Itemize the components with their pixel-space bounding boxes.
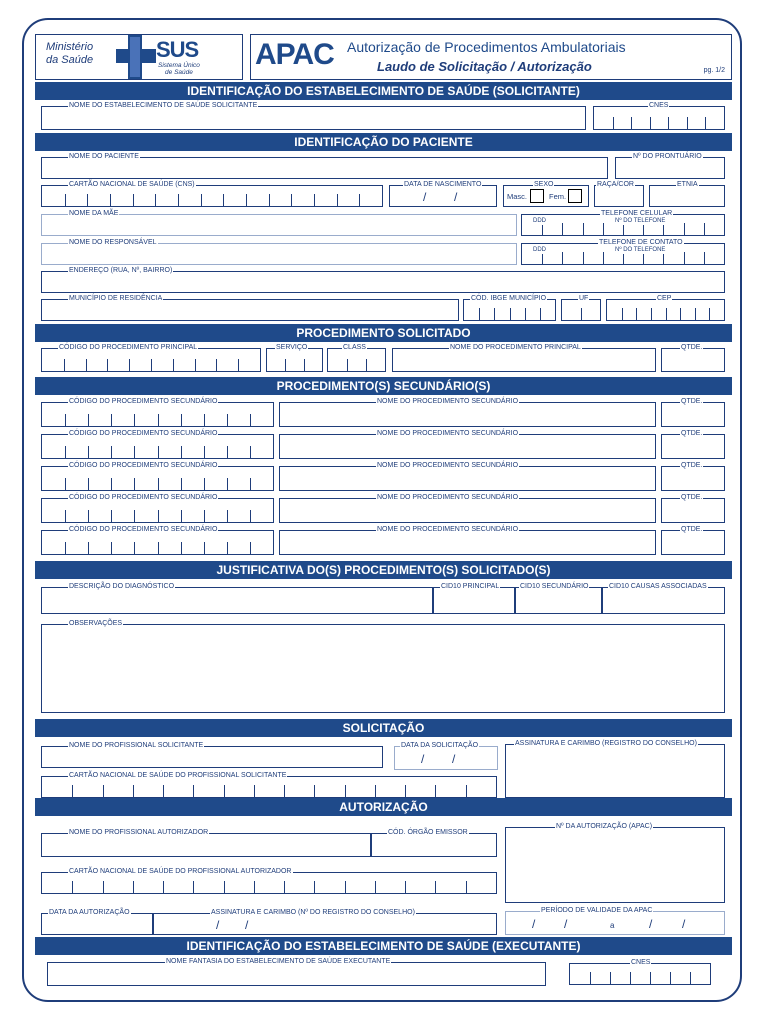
- digit-divider: [631, 117, 632, 129]
- nome-fantasia-label: NOME FANTASIA DO ESTABELECIMENTO DE SAÚDE EXECUTANTE: [166, 958, 391, 965]
- digit-divider: [630, 972, 631, 984]
- digit-divider: [254, 785, 255, 797]
- apac-full-title: Autorização de Procedimentos Ambulatoriais: [347, 39, 626, 55]
- fem-label: Fem.: [549, 192, 567, 201]
- digit-divider: [223, 194, 224, 206]
- digit-divider: [704, 252, 705, 264]
- ministry-logo: [35, 34, 243, 80]
- validade-field[interactable]: / / a / /: [505, 911, 725, 935]
- digit-divider: [224, 881, 225, 893]
- section-procedimento: PROCEDIMENTO SOLICITADO: [35, 324, 732, 342]
- masc-checkbox[interactable]: [530, 189, 544, 203]
- cod-secundario-label: CÓDIGO DO PROCEDIMENTO SECUNDÁRIO: [69, 430, 218, 437]
- digit-divider: [133, 194, 134, 206]
- assinatura-autorizador-field[interactable]: / /: [153, 913, 497, 935]
- digit-divider: [193, 881, 194, 893]
- sexo-label: SEXO: [534, 181, 554, 188]
- digit-divider: [163, 881, 164, 893]
- digit-divider: [65, 542, 66, 554]
- nome-responsavel-label: NOME DO RESPONSÁVEL: [69, 239, 157, 246]
- digit-divider: [86, 359, 87, 371]
- nome-principal-label: NOME DO PROCEDIMENTO PRINCIPAL: [450, 344, 581, 351]
- cnes-executante-label: CNES: [631, 959, 651, 966]
- digit-divider: [238, 359, 239, 371]
- apac-subtitle: Laudo de Solicitação / Autorização: [377, 59, 592, 74]
- digit-divider: [670, 972, 671, 984]
- prof-solicitante-label: NOME DO PROFISSIONAL SOLICITANTE: [69, 742, 204, 749]
- digit-divider: [65, 194, 66, 206]
- nome-mae-label: NOME DA MÃE: [69, 210, 119, 217]
- digit-divider: [181, 510, 182, 522]
- digit-divider: [65, 446, 66, 458]
- digit-divider: [562, 252, 563, 264]
- qtde-secundario-label: QTDE.: [681, 430, 703, 437]
- digit-divider: [651, 308, 652, 320]
- cid-principal-field[interactable]: [433, 587, 515, 614]
- digit-divider: [366, 359, 367, 371]
- digit-divider: [603, 252, 604, 264]
- nascimento-field[interactable]: / /: [389, 185, 497, 207]
- digit-divider: [181, 414, 182, 426]
- digit-divider: [622, 308, 623, 320]
- digit-divider: [347, 359, 348, 371]
- digit-divider: [337, 194, 338, 206]
- assinatura-autorizador-label: ASSINATURA E CARIMBO (Nº DO REGISTRO DO CONSELHO): [211, 909, 415, 916]
- digit-divider: [103, 785, 104, 797]
- cns-paciente-label: CARTÃO NACIONAL DE SAÚDE (CNS): [69, 181, 195, 188]
- digit-divider: [603, 223, 604, 235]
- digit-divider: [510, 308, 511, 320]
- digit-divider: [111, 542, 112, 554]
- digit-divider: [158, 478, 159, 490]
- digit-divider: [284, 881, 285, 893]
- digit-divider: [704, 223, 705, 235]
- digit-divider: [250, 542, 251, 554]
- validade-label: PERÍODO DE VALIDADE DA APAC: [541, 907, 653, 914]
- digit-divider: [158, 414, 159, 426]
- digit-divider: [284, 785, 285, 797]
- ministry-line1: Ministério: [46, 41, 94, 53]
- observacoes-field[interactable]: [41, 624, 725, 713]
- digit-divider: [494, 308, 495, 320]
- ibge-label: CÓD. IBGE MUNICÍPIO: [471, 295, 547, 302]
- etnia-label: ETNIA: [677, 181, 698, 188]
- digit-divider: [405, 785, 406, 797]
- qtde-principal-label: QTDE.: [681, 344, 703, 351]
- digit-divider: [285, 359, 286, 371]
- ministry-text: [46, 41, 93, 67]
- digit-divider: [687, 117, 688, 129]
- digit-divider: [134, 510, 135, 522]
- digit-divider: [345, 785, 346, 797]
- sus-cross-icon: [116, 35, 156, 79]
- digit-divider: [134, 542, 135, 554]
- digit-divider: [204, 510, 205, 522]
- digit-divider: [291, 194, 292, 206]
- cid-causas-label: CID10 CAUSAS ASSOCIADAS: [609, 583, 707, 590]
- cod-principal-label: CÓDIGO DO PROCEDIMENTO PRINCIPAL: [59, 344, 198, 351]
- nome-secundario-label: NOME DO PROCEDIMENTO SECUNDÁRIO: [377, 430, 519, 437]
- digit-divider: [613, 117, 614, 129]
- digit-divider: [88, 510, 89, 522]
- digit-divider: [195, 359, 196, 371]
- digit-divider: [684, 223, 685, 235]
- diagnostico-label: DESCRIÇÃO DO DIAGNÓSTICO: [69, 583, 175, 590]
- num-autorizacao-label: Nº DA AUTORIZAÇÃO (APAC): [556, 823, 653, 830]
- qtde-secundario-label: QTDE.: [681, 494, 703, 501]
- cep-label: CEP: [657, 295, 672, 302]
- apac-header: [250, 34, 732, 80]
- section-paciente: IDENTIFICAÇÃO DO PACIENTE: [35, 133, 732, 151]
- digit-divider: [158, 510, 159, 522]
- digit-divider: [134, 446, 135, 458]
- digit-divider: [103, 881, 104, 893]
- digit-divider: [562, 223, 563, 235]
- digit-divider: [65, 510, 66, 522]
- digit-divider: [110, 194, 111, 206]
- digit-divider: [151, 359, 152, 371]
- digit-divider: [375, 785, 376, 797]
- digit-divider: [405, 881, 406, 893]
- digit-divider: [181, 542, 182, 554]
- digit-divider: [684, 252, 685, 264]
- digit-divider: [246, 194, 247, 206]
- nascimento-label: DATA DE NASCIMENTO: [404, 181, 482, 188]
- data-solicitacao-field[interactable]: / /: [394, 746, 498, 770]
- section-secundarios: PROCEDIMENTO(S) SECUNDÁRIO(S): [35, 377, 732, 395]
- prontuario-label: Nº DO PRONTUÁRIO: [633, 153, 702, 160]
- digit-divider: [133, 785, 134, 797]
- digit-divider: [525, 308, 526, 320]
- digit-divider: [173, 359, 174, 371]
- digit-divider: [201, 194, 202, 206]
- digit-divider: [583, 223, 584, 235]
- section-estab-executante: IDENTIFICAÇÃO DO ESTABELECIMENTO DE SAÚDE (EXECUTANTE): [35, 937, 732, 955]
- cid-principal-label: CID10 PRINCIPAL: [441, 583, 500, 590]
- uf-label: UF: [579, 295, 589, 302]
- digit-divider: [435, 785, 436, 797]
- num-tel-label-2: Nº DO TELEFONE: [615, 247, 666, 253]
- nome-secundario-label: NOME DO PROCEDIMENTO SECUNDÁRIO: [377, 462, 519, 469]
- digit-divider: [314, 785, 315, 797]
- orgao-emissor-label: CÓD. ÓRGÃO EMISSOR: [388, 829, 468, 836]
- digit-divider: [88, 446, 89, 458]
- assinatura-solicitante-field[interactable]: [505, 744, 725, 798]
- digit-divider: [65, 478, 66, 490]
- digit-divider: [111, 446, 112, 458]
- digit-divider: [204, 478, 205, 490]
- digit-divider: [668, 117, 669, 129]
- class-label: CLASS: [343, 344, 366, 351]
- sus-logo-text: SUS: [156, 37, 199, 62]
- digit-divider: [88, 478, 89, 490]
- data-solicitacao-label: DATA DA SOLICITAÇÃO: [401, 742, 479, 749]
- nome-paciente-label: NOME DO PACIENTE: [69, 153, 139, 160]
- digit-divider: [695, 308, 696, 320]
- digit-divider: [314, 194, 315, 206]
- cod-secundario-label: CÓDIGO DO PROCEDIMENTO SECUNDÁRIO: [69, 462, 218, 469]
- num-tel-label-1: Nº DO TELEFONE: [615, 218, 666, 224]
- cid-secundario-field[interactable]: [515, 587, 602, 614]
- digit-divider: [64, 359, 65, 371]
- sus-sub2: de Saúde: [165, 69, 193, 76]
- digit-divider: [204, 446, 205, 458]
- digit-divider: [466, 881, 467, 893]
- digit-divider: [111, 478, 112, 490]
- nome-secundario-label: NOME DO PROCEDIMENTO SECUNDÁRIO: [377, 526, 519, 533]
- digit-divider: [107, 359, 108, 371]
- digit-divider: [314, 881, 315, 893]
- servico-label: SERVIÇO: [276, 344, 308, 351]
- digit-divider: [636, 308, 637, 320]
- digit-divider: [709, 308, 710, 320]
- digit-divider: [227, 446, 228, 458]
- digit-divider: [250, 478, 251, 490]
- digit-divider: [304, 359, 305, 371]
- digit-divider: [345, 881, 346, 893]
- digit-divider: [111, 510, 112, 522]
- diagnostico-field[interactable]: [41, 587, 433, 614]
- digit-divider: [227, 542, 228, 554]
- digit-divider: [193, 785, 194, 797]
- digit-divider: [583, 252, 584, 264]
- digit-divider: [72, 785, 73, 797]
- num-autorizacao-field[interactable]: [505, 827, 725, 903]
- qtde-secundario-label: QTDE.: [681, 398, 703, 405]
- cid-secundario-label: CID10 SECUNDÁRIO: [520, 583, 589, 590]
- data-autorizacao-label: DATA DA AUTORIZAÇÃO: [49, 909, 130, 916]
- digit-divider: [204, 414, 205, 426]
- page-number: pg. 1/2: [703, 67, 725, 74]
- digit-divider: [359, 194, 360, 206]
- digit-divider: [650, 117, 651, 129]
- section-justificativa: JUSTIFICATIVA DO(S) PROCEDIMENTO(S) SOLICITADO(S): [35, 561, 732, 579]
- apac-title: APAC: [255, 38, 334, 71]
- digit-divider: [227, 510, 228, 522]
- assinatura-solicitante-label: ASSINATURA E CARIMBO (REGISTRO DO CONSELHO): [515, 740, 697, 747]
- section-solicitacao: SOLICITAÇÃO: [35, 719, 732, 737]
- digit-divider: [540, 308, 541, 320]
- digit-divider: [133, 881, 134, 893]
- digit-divider: [155, 194, 156, 206]
- nome-secundario-label: NOME DO PROCEDIMENTO SECUNDÁRIO: [377, 398, 519, 405]
- cns-prof-solicitante-label: CARTÃO NACIONAL DE SAÚDE DO PROFISSIONAL SOLICITANTE: [69, 772, 287, 779]
- cod-secundario-label: CÓDIGO DO PROCEDIMENTO SECUNDÁRIO: [69, 494, 218, 501]
- section-autorizacao: AUTORIZAÇÃO: [35, 798, 732, 816]
- digit-divider: [181, 478, 182, 490]
- digit-divider: [163, 785, 164, 797]
- digit-divider: [650, 972, 651, 984]
- cnes-solicitante-label: CNES: [649, 102, 669, 109]
- digit-divider: [134, 478, 135, 490]
- digit-divider: [610, 972, 611, 984]
- masc-label: Masc.: [507, 192, 528, 201]
- digit-divider: [72, 881, 73, 893]
- ministry-line2: da Saúde: [46, 54, 94, 66]
- digit-divider: [250, 414, 251, 426]
- digit-divider: [227, 478, 228, 490]
- digit-divider: [466, 785, 467, 797]
- validade-a-label: a: [610, 921, 615, 930]
- digit-divider: [88, 414, 89, 426]
- sus-subtitle: [158, 62, 200, 76]
- section-estab-solicitante: IDENTIFICAÇÃO DO ESTABELECIMENTO DE SAÚDE (SOLICITANTE): [35, 82, 732, 100]
- raca-label: RAÇA/COR: [597, 181, 634, 188]
- digit-divider: [178, 194, 179, 206]
- digit-divider: [158, 542, 159, 554]
- digit-divider: [227, 414, 228, 426]
- digit-divider: [375, 881, 376, 893]
- digit-divider: [250, 510, 251, 522]
- digit-divider: [204, 542, 205, 554]
- digit-divider: [129, 359, 130, 371]
- telefone-celular-label: TELEFONE CELULAR: [601, 210, 673, 217]
- fem-checkbox[interactable]: [568, 189, 582, 203]
- digit-divider: [216, 359, 217, 371]
- digit-divider: [134, 414, 135, 426]
- digit-divider: [250, 446, 251, 458]
- digit-divider: [111, 414, 112, 426]
- qtde-secundario-label: QTDE.: [681, 462, 703, 469]
- digit-divider: [181, 446, 182, 458]
- digit-divider: [666, 308, 667, 320]
- municipio-label: MUNICÍPIO DE RESIDÊNCIA: [69, 295, 163, 302]
- cns-prof-autorizador-label: CARTÃO NACIONAL DE SAÚDE DO PROFISSIONAL AUTORIZADOR: [69, 868, 292, 875]
- digit-divider: [88, 542, 89, 554]
- digit-divider: [254, 881, 255, 893]
- nome-secundario-label: NOME DO PROCEDIMENTO SECUNDÁRIO: [377, 494, 519, 501]
- cid-causas-field[interactable]: [602, 587, 725, 614]
- sus-sub1: Sistema Único: [158, 62, 200, 69]
- digit-divider: [87, 194, 88, 206]
- cod-secundario-label: CÓDIGO DO PROCEDIMENTO SECUNDÁRIO: [69, 398, 218, 405]
- digit-divider: [590, 972, 591, 984]
- ddd-label-1: DDD: [533, 218, 546, 224]
- digit-divider: [581, 308, 582, 320]
- digit-divider: [224, 785, 225, 797]
- nome-estab-solicitante-label: NOME DO ESTABELECIMENTO DE SAÚDE SOLICITANTE: [69, 102, 258, 109]
- digit-divider: [158, 446, 159, 458]
- prof-autorizador-label: NOME DO PROFISSIONAL AUTORIZADOR: [69, 829, 209, 836]
- telefone-contato-label: TELEFONE DE CONTATO: [599, 239, 683, 246]
- endereco-label: ENDEREÇO (RUA, Nº, BAIRRO): [69, 267, 173, 274]
- digit-divider: [705, 117, 706, 129]
- digit-divider: [435, 881, 436, 893]
- ddd-label-2: DDD: [533, 247, 546, 253]
- digit-divider: [65, 414, 66, 426]
- digit-divider: [269, 194, 270, 206]
- observacoes-label: OBSERVAÇÕES: [69, 620, 123, 627]
- digit-divider: [479, 308, 480, 320]
- digit-divider: [680, 308, 681, 320]
- cod-secundario-label: CÓDIGO DO PROCEDIMENTO SECUNDÁRIO: [69, 526, 218, 533]
- qtde-secundario-label: QTDE.: [681, 526, 703, 533]
- digit-divider: [690, 972, 691, 984]
